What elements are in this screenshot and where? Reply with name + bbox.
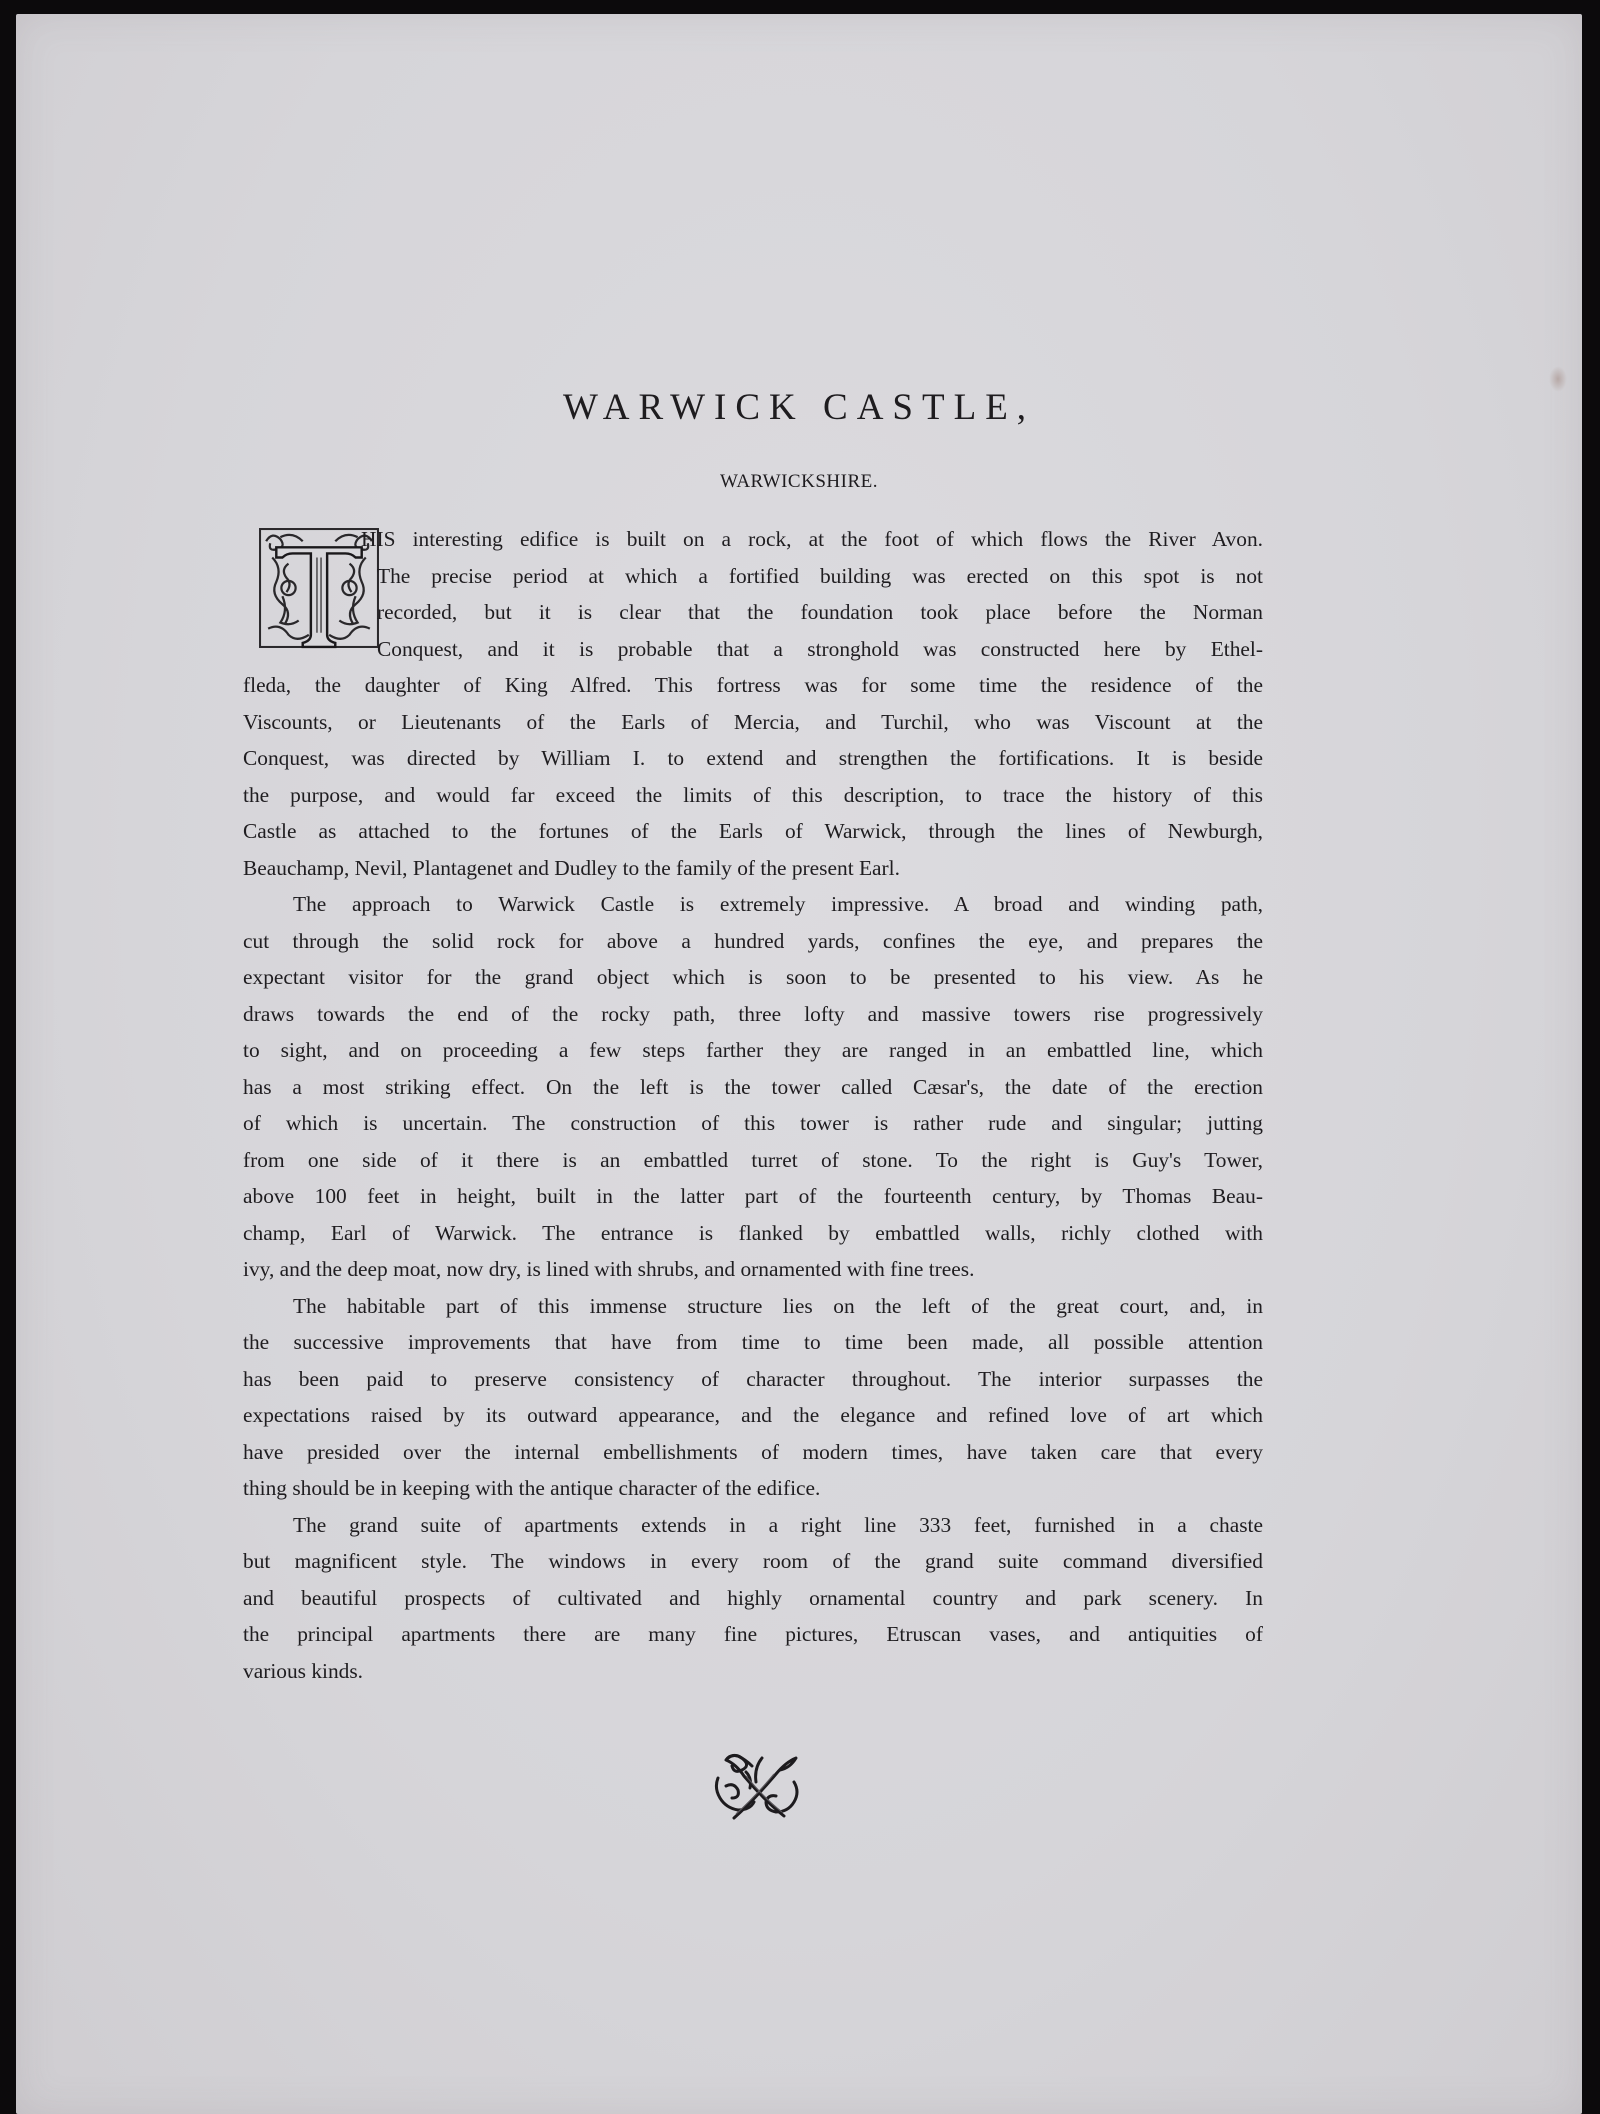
text-line: expectations raised by its outward appearance, and the elegance and refined love of art which: [243, 1403, 1263, 1427]
text-line: fleda, the daughter of King Alfred. This fortress was for some time the residence of the: [243, 673, 1263, 697]
paragraph-4: [243, 1507, 1263, 1690]
acanthus-fleuron-icon: [706, 1742, 806, 1826]
text-line: recorded, but it is clear that the foundation took place before the Norman: [377, 600, 1263, 624]
paragraph-1: [243, 521, 1263, 886]
text-line: Beauchamp, Nevil, Plantagenet and Dudley to the family of the present Earl.: [243, 855, 900, 880]
text-line: HIS interesting edifice is built on a rock, at the foot of which flows the River Avon.: [361, 527, 1263, 551]
text-line: the successive improvements that have from time to time been made, all possible attention: [243, 1330, 1263, 1354]
text-line: ivy, and the deep moat, now dry, is lined with shrubs, and ornamented with fine trees.: [243, 1257, 975, 1281]
text-line: has a most striking effect. On the left is the tower called Cæsar's, the date of the erection: [243, 1074, 1263, 1099]
text-line: The precise period at which a fortified building was erected on this spot is not: [377, 563, 1263, 588]
text-line: and beautiful prospects of cultivated and highly ornamental country and park scenery. In: [243, 1585, 1263, 1610]
text-line: but magnificent style. The windows in every room of the grand suite command diversified: [243, 1549, 1263, 1573]
text-line: above 100 feet in height, built in the latter part of the fourteenth century, by Thomas Beau-: [243, 1184, 1263, 1208]
text-line: has been paid to preserve consistency of character throughout. The interior surpasses the: [243, 1366, 1263, 1391]
text-line: the purpose, and would far exceed the limits of this description, to trace the history of this: [243, 782, 1263, 807]
text-line: Conquest, and it is probable that a stronghold was constructed here by Ethel-: [377, 636, 1263, 661]
text-line: thing should be in keeping with the antique character of the edifice.: [243, 1476, 821, 1500]
text-line: have presided over the internal embellishments of modern times, have taken care that every: [243, 1439, 1263, 1464]
paragraph-2: [243, 886, 1263, 1288]
text-line: Castle as attached to the fortunes of the Earls of Warwick, through the lines of Newburgh,: [243, 819, 1263, 843]
text-line: champ, Earl of Warwick. The entrance is flanked by embattled walls, richly clothed with: [243, 1220, 1263, 1245]
page-subtitle: WARWICKSHIRE.: [720, 471, 878, 492]
text-line: Viscounts, or Lieutenants of the Earls of Mercia, and Turchil, who was Viscount at the: [243, 709, 1263, 734]
text-line: cut through the solid rock for above a hundred yards, confines the eye, and prepares the: [243, 928, 1263, 953]
text-line: expectant visitor for the grand object which is soon to be presented to his view. As he: [243, 965, 1263, 989]
text-line: of which is uncertain. The construction of this tower is rather rude and singular; jutting: [243, 1111, 1263, 1135]
text-line: the principal apartments there are many fine pictures, Etruscan vases, and antiquities of: [243, 1622, 1263, 1646]
text-line: draws towards the end of the rocky path, three lofty and massive towers rise progressively: [243, 1001, 1263, 1026]
page-title: WARWICK CASTLE,: [562, 387, 1036, 428]
text-line: The habitable part of this immense structure lies on the left of the great court, and, in: [293, 1293, 1263, 1318]
text-line: Conquest, was directed by William I. to extend and strengthen the fortifications. It is beside: [243, 746, 1263, 770]
body-text: [243, 521, 1263, 1689]
text-line: The grand suite of apartments extends in a right line 333 feet, furnished in a chaste: [293, 1512, 1263, 1537]
text-line: to sight, and on proceeding a few steps farther they are ranged in an embattled line, which: [243, 1038, 1263, 1062]
text-line: from one side of it there is an embattled turret of stone. To the right is Guy's Tower,: [243, 1147, 1263, 1172]
text-line: The approach to Warwick Castle is extremely impressive. A broad and winding path,: [293, 892, 1263, 916]
text-line: various kinds.: [243, 1658, 364, 1683]
paragraph-3: [243, 1288, 1263, 1507]
